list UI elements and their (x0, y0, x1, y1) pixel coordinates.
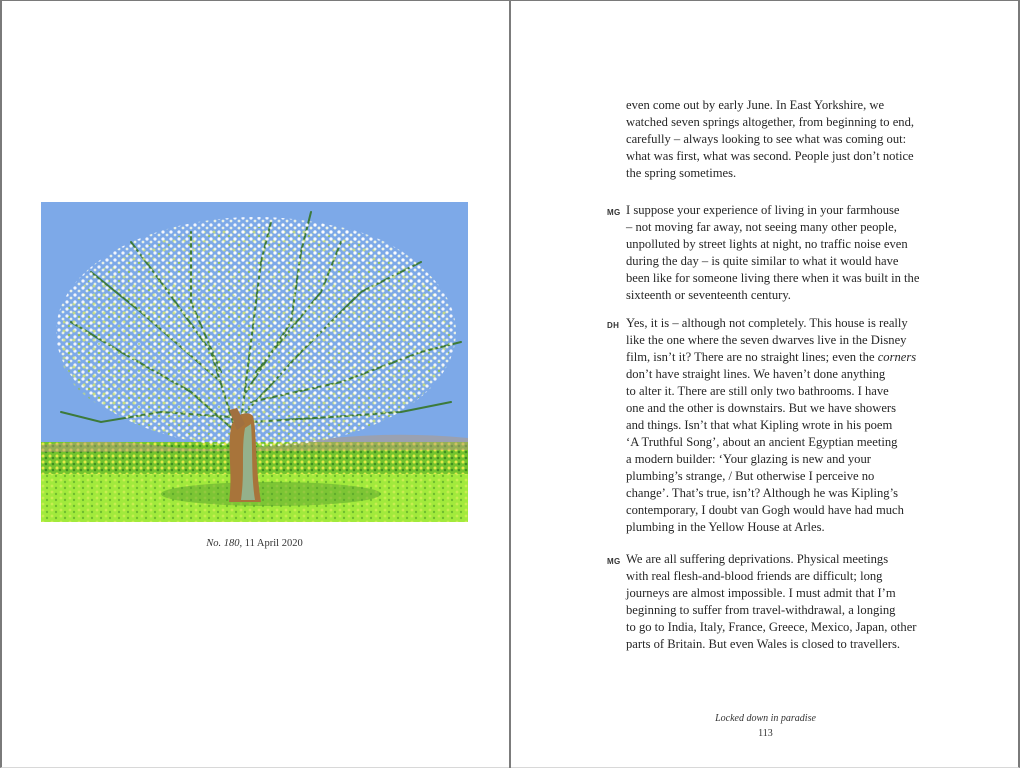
text-line: don’t have straight lines. We haven’t done anything (626, 367, 886, 381)
text-line: journeys are almost impossible. I must admit that I’m (626, 586, 896, 600)
paragraph-mg-1 (607, 202, 946, 304)
left-page (0, 0, 509, 768)
right-page (511, 0, 1020, 768)
paragraph-continuation (626, 97, 946, 182)
text-line: film, isn’t it? There are no straight lines; even the corners (626, 350, 917, 364)
text-line: during the day – is quite similar to what it would have (626, 254, 899, 268)
text-line: even come out by early June. In East Yorkshire, we (626, 98, 885, 112)
caption-number: No. 180, (206, 538, 243, 549)
text-line: We are all suffering deprivations. Physical meetings (626, 552, 889, 566)
text-line: change’. That’s true, isn’t? Although he was Kipling’s (626, 486, 899, 500)
text-line: the spring sometimes. (626, 166, 737, 180)
tree-painting (41, 202, 468, 522)
text-line: carefully – always looking to see what was coming out: (626, 132, 907, 146)
text-line: with real flesh-and-blood friends are difficult; long (626, 569, 883, 583)
text-line: a modern builder: ‘Your glazing is new and your (626, 452, 871, 466)
text-line: unpolluted by street lights at night, no traffic noise even (626, 237, 908, 251)
text-line: been like for someone living there when it was built in the (626, 271, 920, 285)
emphasis: corners (877, 350, 917, 364)
speaker-label: MG (607, 208, 621, 217)
blossom-tree-image (41, 202, 468, 522)
text-line: what was first, what was second. People just don’t notice (626, 149, 914, 163)
speaker-label: DH (607, 321, 620, 330)
speaker-label: MG (607, 557, 621, 566)
text-line: contemporary, I doubt van Gogh would have had much (626, 503, 904, 517)
paragraph-dh (607, 315, 946, 536)
text-line: Yes, it is – although not completely. This house is really (626, 316, 908, 330)
text-line: – not moving far away, not seeing many other people, (626, 220, 897, 234)
text-line: plumbing’s strange, / But otherwise I perceive no (626, 469, 875, 483)
text-line: and things. Isn’t that what Kipling wrote in his poem (626, 418, 893, 432)
page-number: 113 (758, 728, 773, 739)
text-line: parts of Britain. But even Wales is closed to travellers. (626, 637, 900, 651)
text-line: like the one where the seven dwarves live in the Disney (626, 333, 907, 347)
artwork-caption (0, 538, 509, 549)
text-line: plumbing in the Yellow House at Arles. (626, 520, 825, 534)
caption-date: 11 April 2020 (244, 538, 303, 549)
text-line: one and the other is downstairs. But we have showers (626, 401, 897, 415)
running-head: Locked down in paradise (715, 713, 816, 724)
text-line: I suppose your experience of living in your farmhouse (626, 203, 900, 217)
text-line: watched seven springs altogether, from beginning to end, (626, 115, 915, 129)
text-line: ‘A Truthful Song’, about an ancient Egyptian meeting (626, 435, 898, 449)
text-line: beginning to suffer from travel-withdrawal, a longing (626, 603, 896, 617)
text-line: to alter it. There are still only two bathrooms. I have (626, 384, 889, 398)
paragraph-mg-2 (607, 551, 946, 653)
text-line: sixteenth or seventeenth century. (626, 288, 791, 302)
text-line: to go to India, Italy, France, Greece, Mexico, Japan, other (626, 620, 917, 634)
